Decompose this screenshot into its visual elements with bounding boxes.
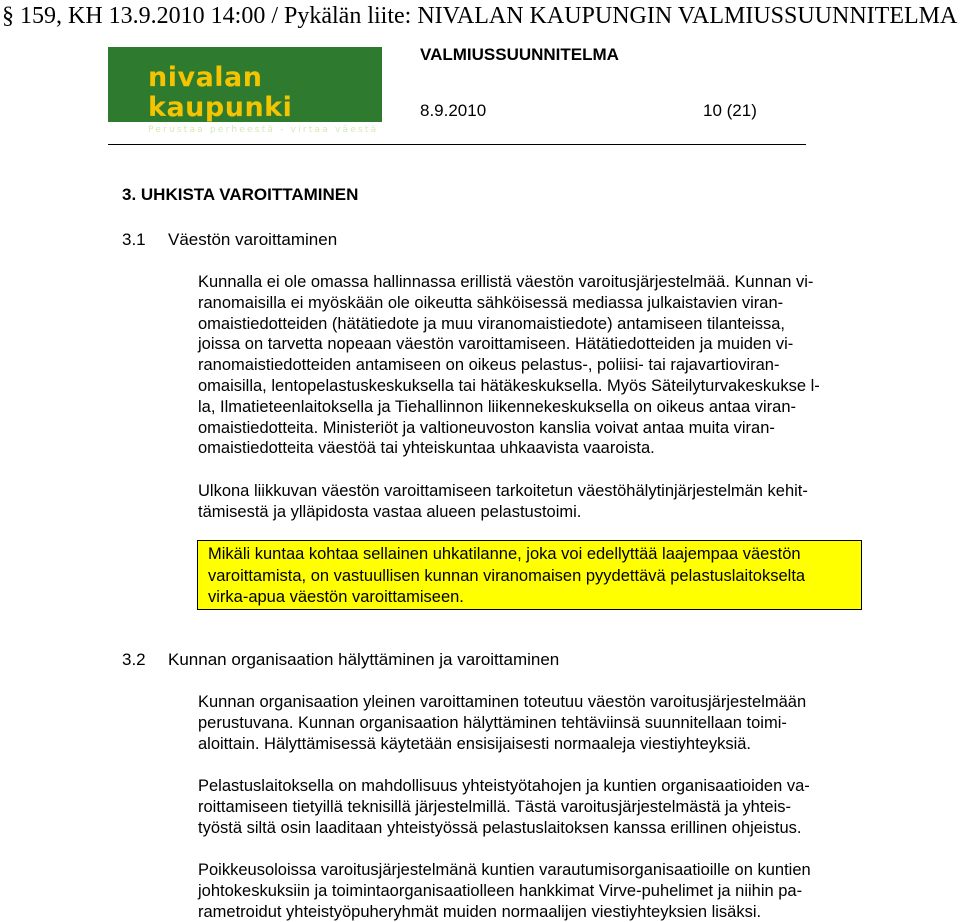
logo-name: nivalan kaupunki	[148, 62, 293, 123]
text-line: perustuvana. Kunnan organisaation hälyttäminen tehtäviinsä suunnitellaan toimi-	[198, 713, 787, 732]
text-line: Kunnalla ei ole omassa hallinnassa erillistä väestön varoitusjärjestelmää. Kunnan vi-	[198, 273, 814, 291]
section-title: Väestön varoittaminen	[168, 230, 338, 249]
text-line: Ulkona liikkuvan väestön varoittamiseen tarkoitetun väestöhälytinjärjestelmän kehit-	[198, 482, 808, 500]
text-line: varoittamista, on vastuullisen kunnan viranomaisen pyydettävä pelastuslaitokselta	[208, 566, 806, 585]
text-line: omaistiedotteiden (hätätiedote ja muu viranomaistiedote) antamiseen tilanteissa,	[198, 314, 785, 333]
text-line: omaistiedotteita väestöä tai yhteiskuntaa uhkaavista vaaroista.	[198, 439, 655, 458]
document-date: 8.9.2010	[420, 101, 487, 120]
text-line: roittamiseen tietyillä teknisillä järjestelmillä. Tästä varoitusjärjestelmästä ja yhteis-	[198, 797, 792, 816]
text-line: virka-apua väestön varoittamiseen.	[208, 588, 464, 606]
page-number: 10 (21)	[703, 101, 757, 120]
text-line: omaisilla, lentopelastuskeskuksella tai hätäkeskuksella. Myös Säteilyturvakeskukse l-	[198, 376, 820, 395]
text-line: Mikäli kuntaa kohtaa sellainen uhkatilanne, joka voi edellyttää laajempaa väestön	[208, 545, 801, 563]
text-line: työstä siltä osin laaditaan yhteistyössä pelastuslaitoksen kanssa erillinen ohjeistus.	[198, 818, 802, 837]
text-line: ranomaisilla ei myöskään ole oikeutta sähköisessä mediassa julkaistavien viran-	[198, 293, 784, 312]
text-line: ranomaistiedotteiden antamiseen on oikeus pelastus-, poliisi- tai rajavartioviran-	[198, 356, 780, 375]
highlighted-note	[197, 540, 862, 610]
paragraph	[198, 272, 878, 459]
text-line: joissa on tarvetta nopeaan väestön varoittamiseen. Hätätiedotteiden ja muiden vi-	[198, 335, 794, 354]
text-line: aloittain. Hälyttämisessä käytetään ensisijaisesti normaaleja viestiyhteyksiä.	[198, 734, 751, 753]
text-line: la, Ilmatieteenlaitoksella ja Tiehallinnon liikennekeskuksella on oikeus antaa viran-	[198, 397, 797, 416]
section-3-heading: 3. UHKISTA VAROITTAMINEN	[122, 185, 359, 204]
nivala-logo	[108, 47, 382, 135]
section-3-2-heading	[122, 650, 559, 670]
text-line: Poikkeusoloissa varoitusjärjestelmänä kuntien varautumisorganisaatioille on kuntien	[198, 861, 811, 879]
text-line: Pelastuslaitoksella on mahdollisuus yhteistyötahojen ja kuntien organisaatioiden va-	[198, 777, 810, 795]
section-number: 3.2	[122, 650, 146, 669]
text-line: johtokeskuksiin ja toimintaorganisaatiolleen hankkimat Virve-puhelimet ja niihin pa-	[198, 881, 803, 900]
document-banner: § 159, KH 13.9.2010 14:00 / Pykälän liite: NIVALAN KAUPUNGIN VALMIUSSUUNNITELMA	[2, 3, 958, 29]
section-title: Kunnan organisaation hälyttäminen ja varoittaminen	[168, 650, 560, 669]
section-number: 3.1	[122, 230, 146, 249]
text-line: tämisestä ja ylläpidosta vastaa alueen pelastustoimi.	[198, 502, 582, 521]
paragraph	[198, 860, 878, 922]
document-type: VALMIUSSUUNNITELMA	[420, 45, 619, 64]
paragraph	[198, 692, 878, 754]
section-3-1-heading	[122, 230, 337, 250]
text-line: rametroidut yhteistyöpuheryhmät muiden normaalijen viestiyhteyksien lisäksi.	[198, 902, 762, 921]
paragraph	[198, 776, 878, 838]
text-line: Kunnan organisaation yleinen varoittaminen toteutuu väestön varoitusjärjestelmään	[198, 693, 807, 711]
logo-slogan: Perustaa perheestä - virtaa väestä	[148, 125, 379, 135]
header-divider	[108, 144, 806, 145]
paragraph	[198, 481, 878, 523]
text-line: omaistiedotteita. Ministeriöt ja valtioneuvoston kanslia voivat antaa muita viran-	[198, 418, 775, 437]
